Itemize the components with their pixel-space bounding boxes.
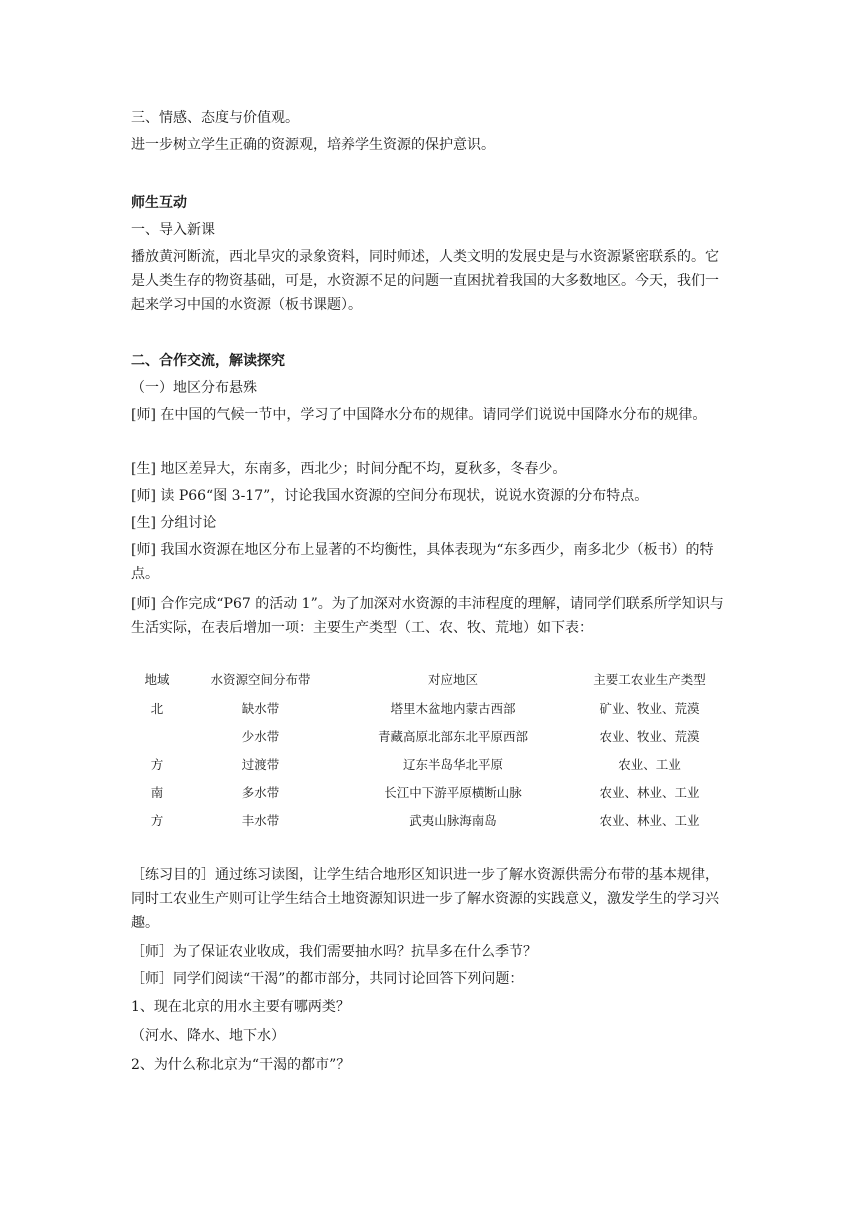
table-cell: 武夷山脉海南岛 [409, 813, 497, 828]
dialogue-line: [生] 地区差异大，东南多，西北少；时间分配不均，夏秋多，冬春少。 [131, 461, 567, 477]
header-production-type: 主要工农业生产类型 [593, 672, 706, 687]
dialogue-line: ［师］为了保证农业收成，我们需要抽水吗？抗旱多在什么季节？ [131, 944, 537, 960]
dialogue-line: [师] 我国水资源在地区分布上显著的不均衡性，具体表现为“东多西少，南多北少（板书）的特点。 [131, 542, 714, 582]
table-cell: 南 [150, 785, 164, 800]
table-cell [131, 722, 183, 750]
attitudes-paragraph: 进一步树立学生正确的资源观，培养学生资源的保护意识。 [131, 137, 495, 153]
table-cell: 农业、林业、工业 [599, 813, 700, 828]
table-cell: 辽东半岛华北平原 [402, 757, 503, 772]
subheading-distribution: （一）地区分布悬殊 [131, 380, 257, 396]
table-cell: 矿业、牧业、荒漠 [599, 701, 700, 716]
table-cell: 方 [150, 813, 164, 828]
dialogue-line: ［师］同学们阅读“干渴”的都市部分，共同讨论回答下列问题： [131, 971, 524, 987]
dialogue-line: [师] 读 P66“图 3-17”，讨论我国水资源的空间分布现状，说说水资源的分布特点。 [131, 488, 649, 504]
section-title-cooperation: 二、合作交流，解读探究 [131, 353, 285, 369]
dialogue-line: [师] 合作完成“P67 的活动 1”。为了加深对水资源的丰沛程度的理解，请同学们联系所学知识与生活实际，在表后增加一项：主要生产类型（工、农、牧、荒地）如下表： [131, 596, 724, 636]
dialogue-line: [师] 在中国的气候一节中，学习了中国降水分布的规律。请同学们说说中国降水分布的规律。 [131, 407, 707, 423]
table-cell: 长江中下游平原横断山脉 [384, 785, 522, 800]
table-cell: 北 [150, 701, 164, 716]
practice-purpose-paragraph: ［练习目的］通过练习读图，让学生结合地形区知识进一步了解水资源供需分布带的基本规律，同时工农业生产则可让学生结合土地资源知识进一步了解水资源的实践意义，激发学生的学习兴趣。 [131, 867, 719, 931]
table-cell: 农业、林业、工业 [599, 785, 700, 800]
table-cell: 农业、牧业、荒漠 [599, 729, 700, 744]
question-line: 1、现在北京的用水主要有哪两类？ [131, 999, 350, 1015]
table-cell: 缺水带 [241, 701, 280, 716]
section-title-interaction: 师生互动 [131, 195, 187, 211]
table-cell: 过渡带 [241, 757, 280, 772]
dialogue-line: [生] 分组讨论 [131, 515, 217, 531]
header-area: 对应地区 [427, 672, 478, 687]
subheading-intro: 一、导入新课 [131, 222, 215, 238]
header-region: 地域 [144, 672, 170, 687]
water-resource-table [131, 664, 731, 834]
question-line: 2、为什么称北京为“干渴的都市”？ [131, 1057, 351, 1073]
table-cell: 塔里木盆地内蒙古西部 [390, 701, 516, 716]
header-water-belt: 水资源空间分布带 [210, 672, 311, 687]
section-heading-attitudes: 三、情感、态度与价值观。 [131, 110, 299, 126]
table-row [131, 722, 731, 750]
table-cell: 青藏高原北部东北平原西部 [377, 729, 528, 744]
table-cell: 农业、工业 [618, 757, 681, 772]
table-cell: 少水带 [241, 729, 280, 744]
table-cell: 方 [150, 757, 164, 772]
table-cell: 多水带 [241, 785, 280, 800]
table-cell: 丰水带 [241, 813, 280, 828]
table-row [131, 750, 731, 778]
table-row [131, 806, 731, 834]
intro-paragraph: 播放黄河断流，西北旱灾的录象资料，同时师述，人类文明的发展史是与水资源紧密联系的。它是人类生存的物资基础，可是，水资源不足的问题一直困扰着我国的大多数地区。今天，我们一起来学习中国的水资源（板书课题）。 [131, 249, 719, 313]
table-header-row [131, 664, 731, 694]
answer-line: （河水、降水、地下水） [131, 1028, 285, 1044]
table-row [131, 694, 731, 722]
table-row [131, 778, 731, 806]
